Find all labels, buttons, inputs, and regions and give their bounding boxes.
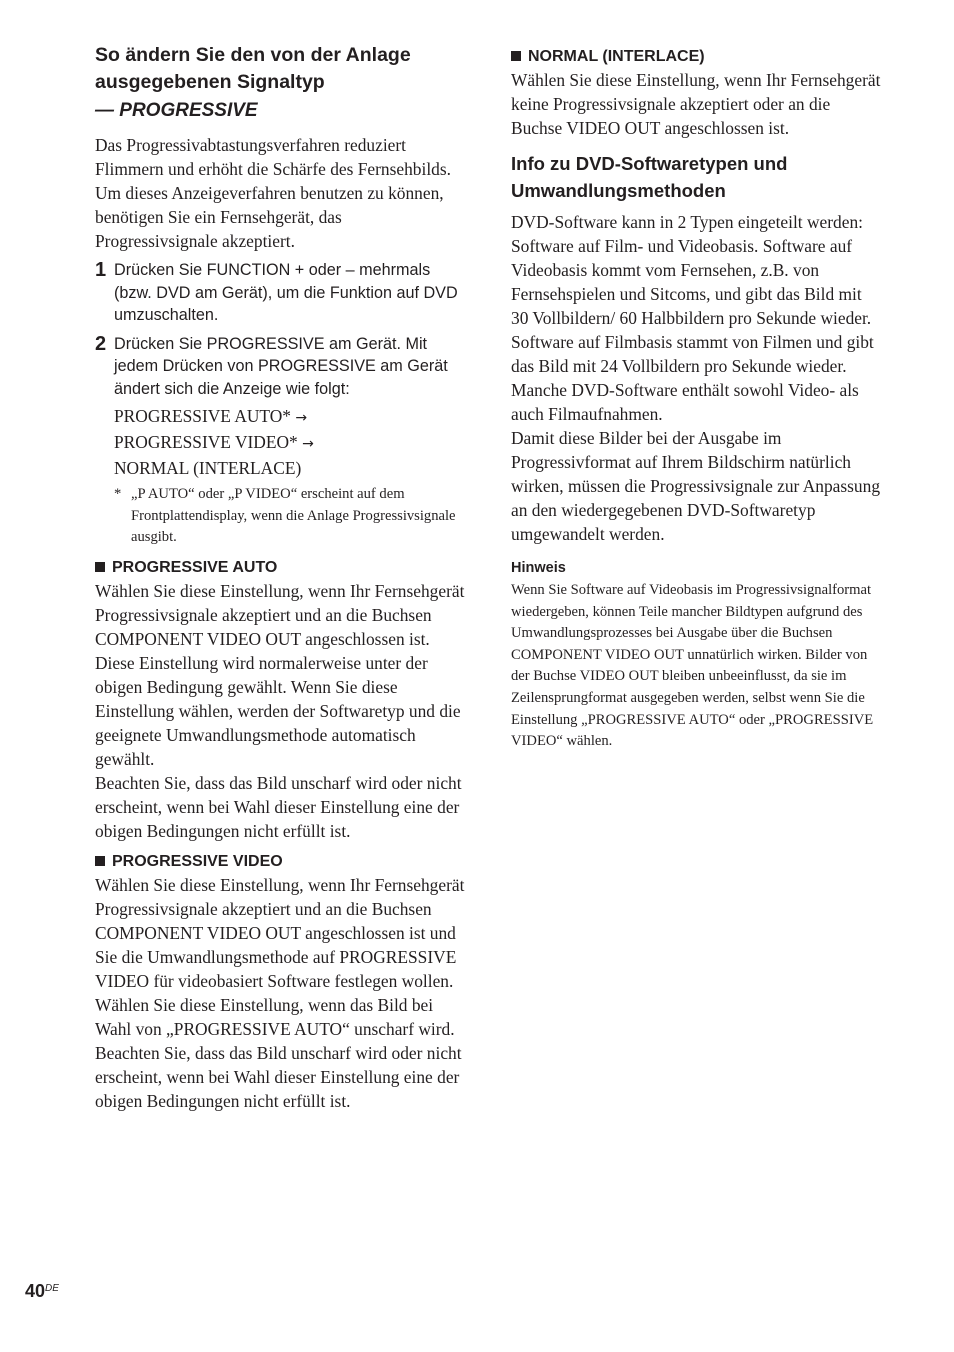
paragraph: Wählen Sie diese Einstellung, wenn Ihr Fernsehgerät keine Progressivsignale akzeptiert oder an die Buchse VIDEO OUT angeschlossen ist.: [511, 70, 881, 138]
arrow-right-icon: →: [302, 436, 314, 452]
paragraph: Wählen Sie diese Einstellung, wenn Ihr Fernsehgerät Progressivsignale akzeptiert und an die Buchsen COMPONENT VIDEO OUT angeschlossen ist.: [95, 580, 465, 649]
paragraph: Damit diese Bilder bei der Ausgabe im Progressivformat auf Ihrem Bildschirm natürlich wirken, müssen die Progressivsignale zur Anpassung an den wiedergegebenen DVD-Softwaretyp umgewandelt werden.: [511, 428, 881, 544]
step-number: 1: [95, 259, 107, 281]
paragraph: Wählen Sie diese Einstellung, wenn Ihr Fernsehgerät Progressivsignale akzeptiert und an die Buchsen COMPONENT VIDEO OUT angeschlossen ist und Sie die Umwandlungsmethode auf PROGRESSIVE VIDEO für videobasiert Software festlegen wollen.: [95, 874, 465, 991]
note-title: Hinweis: [511, 560, 566, 576]
sequence-item: PROGRESSIVE VIDEO* →: [114, 432, 314, 452]
step-1: [95, 259, 467, 327]
heading-progressive-auto: PROGRESSIVE AUTO: [95, 557, 467, 579]
bullet-square-icon: [95, 562, 105, 572]
intro-paragraph: Das Progressivabtastungsverfahren reduziert Flimmern und erhöht die Schärfe des Fernsehbilds. Um dieses Anzeigeverfahren benutzen zu können, benötigen Sie ein Fernsehgerät, das Progressivsignale akzeptiert.: [95, 135, 451, 251]
arrow-right-icon: →: [295, 410, 308, 426]
paragraph: Wählen Sie diese Einstellung, wenn das Bild bei Wahl von „PROGRESSIVE AUTO“ unscharf wird.: [95, 994, 455, 1039]
paragraph: DVD-Software kann in 2 Typen eingeteilt werden: Software auf Film- und Videobasis. Software auf Videobasis kommt vom Fernsehen, z.B. von Fernsehspielen und Sitcoms, und gibt das Bild mit 30 Vollbildern/ 60 Halbbildern pro Sekunde wieder. Software auf Filmbasis stammt von Filmen und gibt das Bild mit 24 Vollbildern pro Sekunde wieder. Manche DVD-Software enthält sowohl Video- als auch Filmaufnahmen.: [511, 212, 874, 424]
step-number: 2: [95, 332, 107, 355]
section-title: So ändern Sie den von der Anlage ausgegebenen Signaltyp: [95, 44, 411, 93]
step-text: Drücken Sie FUNCTION + oder – mehrmals (bzw. DVD am Gerät), um die Funktion auf DVD umzuschalten.: [114, 261, 458, 324]
left-column: [95, 42, 467, 1113]
heading-progressive-video: PROGRESSIVE VIDEO: [95, 851, 467, 873]
page-language: DE: [45, 1283, 59, 1294]
sequence-item: PROGRESSIVE AUTO* →: [114, 406, 308, 426]
paragraph: Diese Einstellung wird normalerweise unter der obigen Bedingung gewählt. Wenn Sie diese Einstellung wählen, werden der Softwaretyp und die geeignete Umwandlungsmethode automatisch gewählt.: [95, 652, 461, 769]
footnote-text: „P AUTO“ oder „P VIDEO“ erscheint auf dem Frontplattendisplay, wenn die Anlage Progressivsignale ausgibt.: [131, 486, 456, 545]
step-text: Drücken Sie PROGRESSIVE am Gerät. Mit jedem Drücken von PROGRESSIVE am Gerät ändert sich die Anzeige wie folgt:: [114, 334, 448, 398]
display-sequence: [114, 404, 467, 480]
step-2: [95, 333, 467, 401]
sequence-item: NORMAL (INTERLACE): [114, 458, 302, 478]
note-text: Wenn Sie Software auf Videobasis im Progressivsignalformat wiedergeben, können Teile mancher Bildtypen aufgrund des Umwandlungsprozesses bei Ausgabe über die Buchsen COMPONENT VIDEO OUT unnatürlich wirken. Bilder von der Buchse VIDEO OUT bleiben unbeeinflusst, da sie im Zeilensprungformat ausgegeben werden, selbst wenn Sie die Einstellung „PROGRESSIVE AUTO“ oder „PROGRESSIVE VIDEO“ wählen.: [511, 582, 874, 750]
section-subtitle: — PROGRESSIVE: [95, 100, 258, 121]
heading-normal-interlace: NORMAL (INTERLACE): [511, 46, 883, 68]
bullet-square-icon: [95, 856, 105, 866]
bullet-square-icon: [511, 51, 521, 61]
page-number: 40DE: [25, 1281, 59, 1301]
right-column: [511, 42, 883, 753]
footnote-mark: *: [114, 486, 122, 502]
info-title: Info zu DVD-Softwaretypen und Umwandlungsmethoden: [511, 153, 788, 201]
paragraph: Beachten Sie, dass das Bild unscharf wird oder nicht erscheint, wenn bei Wahl dieser Einstellung eine der obigen Bedingungen nicht erfüllt ist.: [95, 1042, 462, 1111]
footnote: [95, 484, 467, 549]
paragraph: Beachten Sie, dass das Bild unscharf wird oder nicht erscheint, wenn bei Wahl dieser Einstellung eine der obigen Bedingungen nicht erfüllt ist.: [95, 772, 462, 841]
